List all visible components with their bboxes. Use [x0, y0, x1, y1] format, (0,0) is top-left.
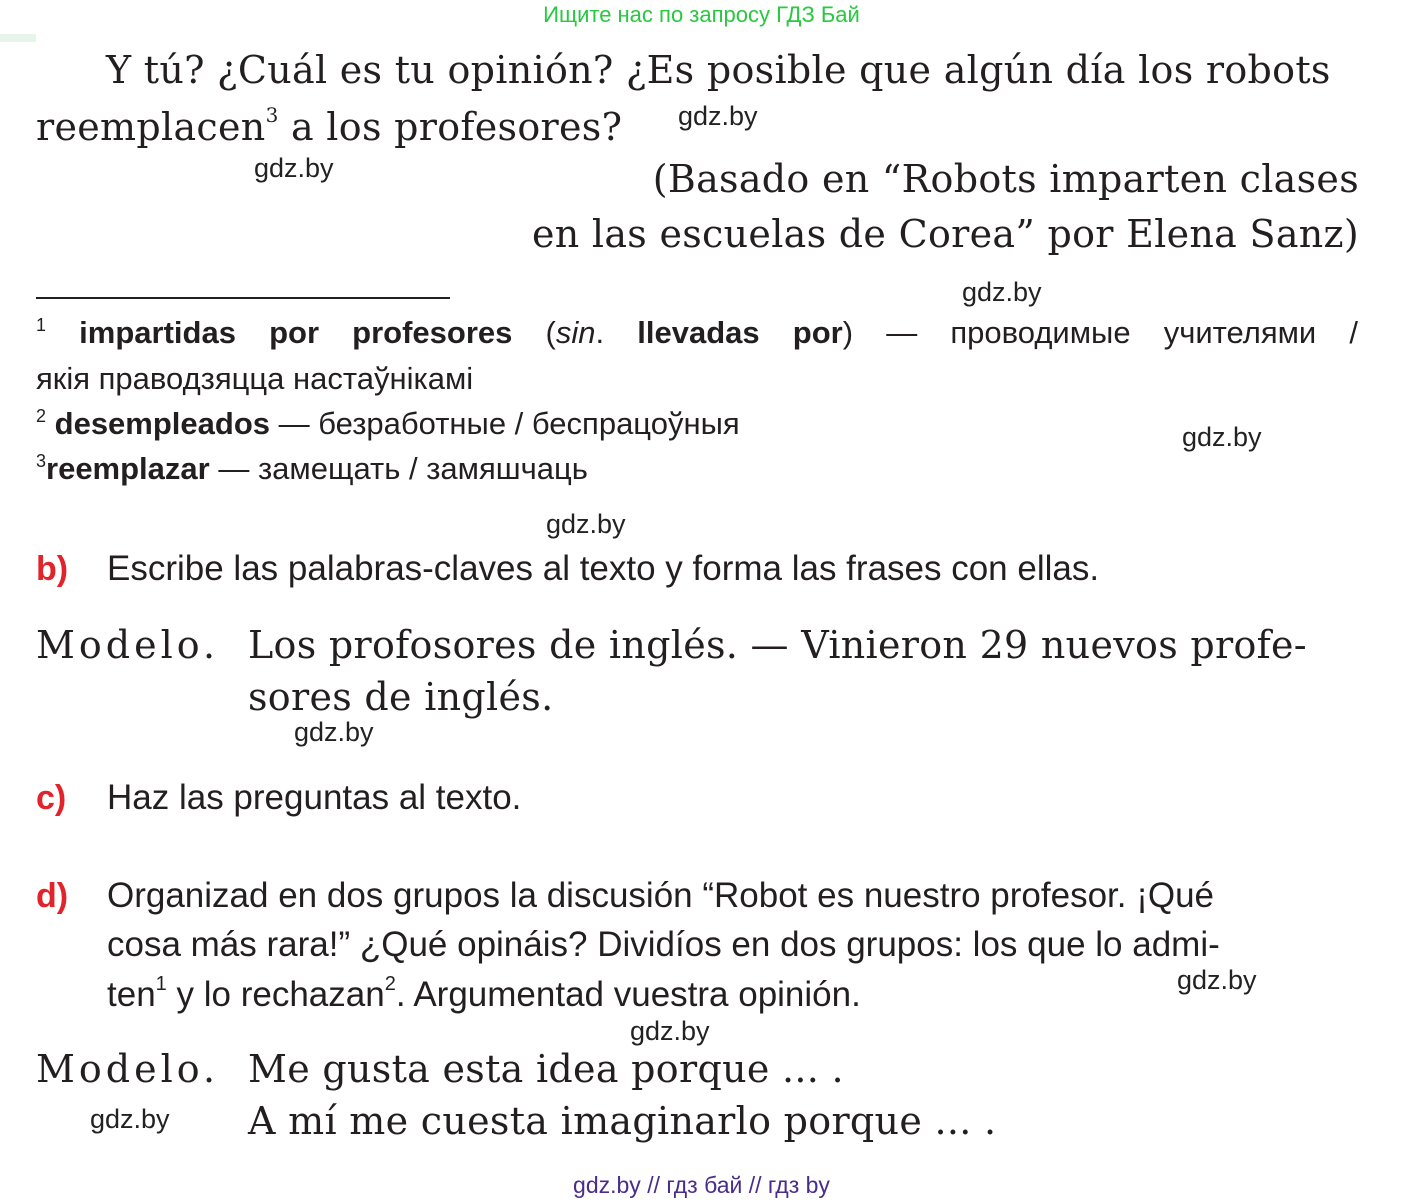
- footnote-2-translation: — безработные / беспрацоўныя: [270, 406, 740, 441]
- task-b-modelo-line-1: Los profosores de inglés. — Vinieron 29 nuevos profe-: [248, 623, 1307, 667]
- watermark: gdz.by: [294, 717, 374, 747]
- footnote-3-number: 3: [36, 451, 47, 471]
- footnote-1-paren: (: [512, 315, 556, 350]
- footnote-1-number: 1: [36, 315, 47, 335]
- watermark: gdz.by: [1177, 965, 1257, 995]
- task-d-line-2: cosa más rara!” ¿Qué opináis? Dividíos en dos grupos: los que lo admi-: [107, 925, 1220, 964]
- footnote-2: [36, 406, 740, 442]
- task-d-ref-2: 2: [384, 973, 396, 995]
- watermark: gdz.by: [962, 277, 1042, 307]
- watermark: gdz.by: [678, 101, 758, 131]
- intro-line-2-end: a los profesores?: [278, 105, 623, 149]
- intro-line-2: [36, 103, 622, 149]
- footnote-2-term: desempleados: [54, 406, 271, 441]
- task-d-ref-1: 1: [155, 973, 167, 995]
- task-b-letter: b): [36, 550, 69, 588]
- top-banner[interactable]: Ищите нас по запросу ГДЗ Бай: [543, 2, 860, 27]
- task-b-modelo-line-2: sores de inglés.: [248, 675, 554, 719]
- footnote-1-synonym: llevadas por: [637, 315, 843, 350]
- task-c-text: Haz las preguntas al texto.: [107, 778, 522, 817]
- corner-accent: [0, 34, 36, 42]
- task-c-letter: c): [36, 779, 67, 817]
- footnote-2-number: 2: [36, 406, 47, 426]
- footnote-1: [36, 315, 1358, 351]
- task-d-letter: d): [36, 877, 69, 915]
- footnote-ref-3: 3: [265, 103, 279, 127]
- task-b-modelo-label: Modelo.: [36, 623, 220, 667]
- footnote-1-sin: sin: [555, 315, 596, 350]
- footnote-1-translation: ) — проводимые учителями /: [842, 315, 1359, 350]
- source-line-1: (Basado en “Robots imparten clases: [652, 157, 1359, 201]
- footnote-1-dot: .: [595, 315, 638, 350]
- footer-links[interactable]: gdz.by // гдз бай // гдз by: [573, 1172, 830, 1198]
- source-line-2: en las escuelas de Corea” por Elena Sanz): [531, 212, 1359, 256]
- watermark: gdz.by: [1182, 422, 1262, 452]
- footnote-divider: [36, 297, 450, 299]
- task-d-line-3-c: . Argumentad vuestra opinión.: [395, 975, 861, 1014]
- task-d-line-1: Organizad en dos grupos la discusión “Robot es nuestro profesor. ¡Qué: [107, 876, 1215, 915]
- footnote-1-term: impartidas por profesores: [79, 315, 513, 350]
- footnote-3: [36, 451, 588, 487]
- footnote-3-term: reemplazar: [46, 451, 210, 486]
- watermark: gdz.by: [630, 1016, 710, 1046]
- footnote-1-line-2: якія праводзяцца настаўнікамі: [36, 361, 474, 396]
- watermark: gdz.by: [254, 153, 334, 183]
- footnote-3-translation: — замещать / замяшчаць: [209, 451, 588, 486]
- task-d-modelo-line-2: A mí me cuesta imaginarlo porque ... .: [248, 1099, 997, 1143]
- task-d-line-3-a: ten: [107, 975, 156, 1014]
- intro-line-2-start: reemplacen: [36, 105, 266, 149]
- task-d-modelo-label: Modelo.: [36, 1047, 220, 1091]
- task-d-modelo-line-1: Me gusta esta idea porque ... .: [248, 1047, 844, 1091]
- task-d-line-3: [107, 973, 861, 1015]
- intro-line-1: Y tú? ¿Cuál es tu opinión? ¿Es posible que algún día los robots: [106, 48, 1331, 92]
- watermark: gdz.by: [90, 1104, 170, 1134]
- task-d-line-3-b: y lo rechazan: [166, 975, 385, 1014]
- task-b-text: Escribe las palabras-claves al texto y forma las frases con ellas.: [107, 549, 1100, 588]
- watermark: gdz.by: [546, 509, 626, 539]
